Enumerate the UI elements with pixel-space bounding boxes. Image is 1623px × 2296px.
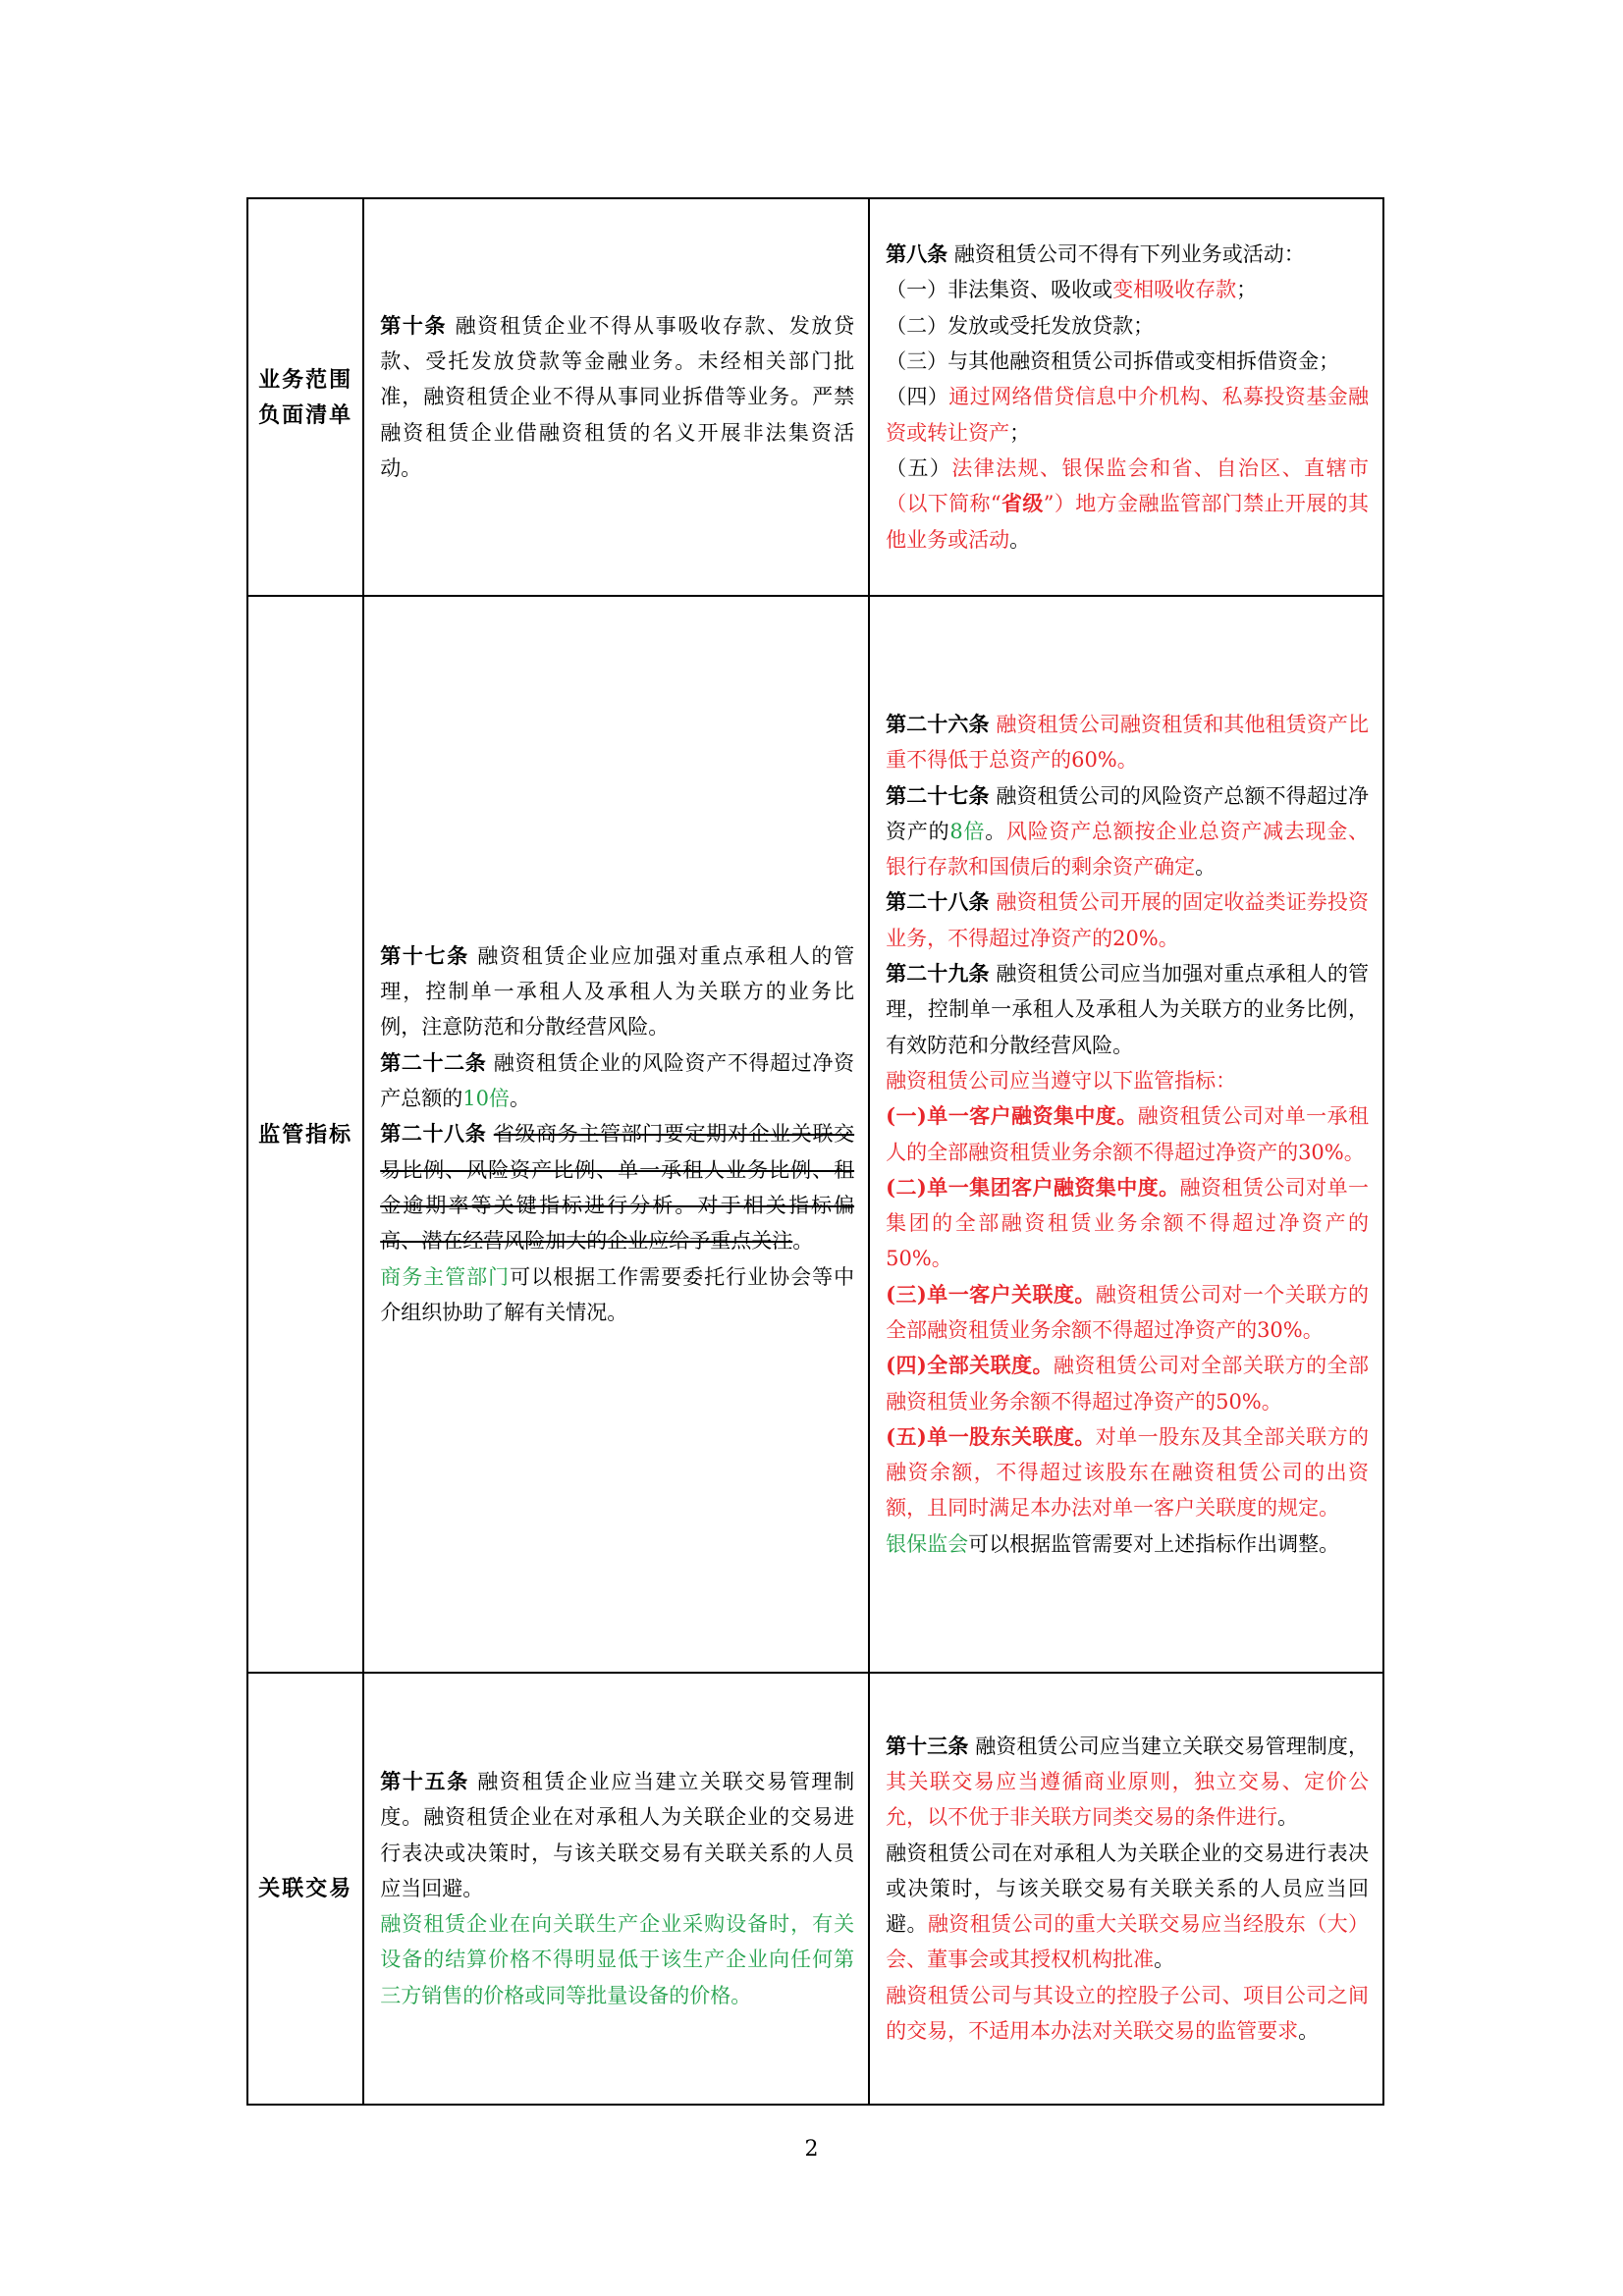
clause-text: 风险资产总额按企业总资产减去现金、银行存款和国债后的剩余资产确定: [886, 819, 1370, 880]
clause-heading: (四)全部关联度。: [886, 1353, 1054, 1378]
clause-paragraph: [886, 272, 1369, 307]
clause-paragraph: [886, 1170, 1369, 1277]
clause-text: 。: [792, 1229, 814, 1254]
clause-paragraph: [886, 1419, 1369, 1526]
clause-paragraph: [886, 778, 1369, 885]
clause-text: 。: [1277, 1805, 1299, 1830]
clause-paragraph: [886, 344, 1369, 379]
clause-paragraph: [886, 956, 1369, 1063]
clause-text: 融资租赁公司的风险资产总额不得超过净资产的: [886, 783, 1370, 843]
clause-text: 。: [509, 1087, 530, 1111]
clause-text: 商务主管部门: [380, 1264, 511, 1289]
clause-text: 。: [1298, 2019, 1320, 2044]
clause-text: 融资租赁企业不得从事吸收存款、发放贷款、受托发放贷款等金融业务。未经相关部门批准，融资租赁企业不得从事同业拆借等业务。严禁融资租赁企业借融资租赁的名义开展非法集资活动。: [380, 313, 855, 480]
clause-text: 融资租赁公司应当遵守以下监管指标：: [886, 1068, 1237, 1093]
clause-heading: 第二十七条: [886, 782, 990, 808]
clause-text: 融资租赁公司开展的固定收益类证券投资业务，不得超过净资产的20%。: [886, 890, 1370, 950]
old-regulation-cell: [363, 1673, 869, 2105]
clause-text: 融资租赁公司与其设立的控股子公司、项目公司之间的交易，不适用本办法对关联交易的监管要求: [886, 1983, 1369, 2044]
clause-paragraph: [886, 308, 1369, 344]
old-regulation-cell: [363, 198, 869, 596]
clause-text: 融资租赁公司对一个关联方的全部融资租赁业务余额不得超过净资产的30%。: [886, 1282, 1370, 1342]
clause-text: 银保监会: [886, 1531, 969, 1556]
clause-text: 融资租赁公司对全部关联方的全部融资租赁业务余额不得超过净资产的50%。: [886, 1354, 1370, 1414]
clause-heading: 第二十八条: [886, 889, 990, 915]
clause-text: 融资租赁企业的风险资产不得超过净资产总额的: [380, 1050, 855, 1111]
clause-paragraph: [886, 1098, 1369, 1170]
clause-text: [486, 1122, 493, 1146]
clause-text: 融资租赁公司对单一集团的全部融资租赁业务余额不得超过净资产的50%。: [886, 1175, 1370, 1271]
clause-heading: 第十条: [380, 312, 448, 338]
table-row: [247, 198, 1383, 596]
clause-heading: 第二十六条: [886, 711, 990, 736]
clause-text: 变相吸收存款: [1112, 278, 1237, 302]
clause-text: （五）: [886, 455, 952, 480]
clause-paragraph: [886, 451, 1369, 558]
clause-text: 。: [1009, 527, 1031, 552]
clause-text: 融资租赁公司对单一承租人的全部融资租赁业务余额不得超过净资产的30%。: [886, 1104, 1370, 1164]
clause-paragraph: [886, 1978, 1369, 2050]
clause-heading: (三)单一客户关联度。: [886, 1281, 1096, 1307]
old-regulation-cell: [363, 596, 869, 1673]
new-regulation-cell: [869, 596, 1383, 1673]
clause-paragraph: [886, 1063, 1369, 1098]
clause-heading: 第十七条: [380, 942, 469, 968]
clause-paragraph: [886, 1729, 1369, 1836]
clause-text: 可以根据工作需要委托行业协会等中介组织协助了解有关情况。: [380, 1264, 855, 1324]
clause-paragraph: [886, 1277, 1369, 1349]
page-number: 2: [804, 2137, 819, 2162]
clause-text: （三）与其他融资租赁公司拆借或变相拆借资金；: [886, 349, 1340, 374]
row-category: 业务范围负面清单: [247, 198, 363, 596]
clause-text: 融资租赁企业在向关联生产企业采购设备时，有关设备的结算价格不得明显低于该生产企业向任何第三方销售的价格或同等批量设备的价格。: [380, 1912, 855, 2007]
clause-paragraph: [380, 308, 854, 486]
clause-paragraph: [886, 237, 1369, 272]
clause-text: 对单一股东及其全部关联方的融资余额，不得超过该股东在融资租赁公司的出资额，且同时满足本办法对单一客户关联度的规定。: [886, 1424, 1370, 1521]
clause-text: 法律法规、银保监会和省、自治区、直辖市（以下简称“: [886, 455, 1370, 516]
clause-text: 。: [1195, 855, 1217, 880]
clause-text: 通过网络借贷信息中介机构、私募投资基金融资或转让资产: [886, 385, 1370, 445]
clause-heading: 第十三条: [886, 1733, 969, 1758]
clause-text: 。: [1154, 1948, 1175, 1972]
clause-heading: 第二十九条: [886, 961, 990, 987]
clause-paragraph: [886, 1836, 1369, 1978]
clause-text: ”）地方金融监管部门禁止开展的其他业务或活动: [886, 492, 1369, 552]
clause-paragraph: [380, 938, 854, 1045]
clause-text: 8倍: [949, 819, 986, 843]
clause-text: 融资租赁公司在对承租人为关联企业的交易进行表决或决策时，与该关联交易有关联关系的人员应当回避。: [886, 1841, 1369, 1937]
clause-paragraph: [380, 1764, 854, 1906]
row-category: 关联交易: [247, 1673, 363, 2105]
new-regulation-cell: [869, 198, 1383, 596]
clause-text: （二）发放或受托发放贷款；: [886, 313, 1155, 338]
clause-text: ；: [1236, 278, 1258, 302]
clause-paragraph: [886, 1526, 1369, 1562]
clause-text: 融资租赁公司应当加强对重点承租人的管理，控制单一承租人及承租人为关联方的业务比例，有效防范和分散经营风险。: [886, 962, 1370, 1057]
clause-paragraph: [380, 1906, 854, 2013]
clause-text: 融资租赁企业应加强对重点承租人的管理，控制单一承租人及承租人为关联方的业务比例，注意防范和分散经营风险。: [380, 943, 855, 1040]
clause-text: 可以根据监管需要对上述指标作出调整。: [968, 1531, 1340, 1556]
clause-heading: 第十五条: [380, 1768, 469, 1793]
clause-paragraph: [886, 1348, 1369, 1419]
clause-paragraph: [380, 1259, 854, 1331]
table-row: [247, 1673, 1383, 2105]
clause-heading: (二)单一集团客户融资集中度。: [886, 1174, 1180, 1200]
clause-heading: 省级: [1001, 491, 1044, 516]
clause-text: 融资租赁公司的重大关联交易应当经股东（大）会、董事会或其授权机构批准: [886, 1912, 1369, 1972]
clause-text: 10倍: [462, 1087, 510, 1111]
clause-text: 省级商务主管部门要定期对企业关联交易比例、风险资产比例、单一承租人业务比例、租金逾期率等关键指标进行分析。对于相关指标偏高、潜在经营风险加大的企业应给予重点关注: [380, 1122, 855, 1254]
clause-text: 融资租赁企业应当建立关联交易管理制度。融资租赁企业在对承租人为关联企业的交易进行表决或决策时，与该关联交易有关联关系的人员应当回避。: [380, 1769, 855, 1900]
table-row: [247, 596, 1383, 1673]
clause-text: （一）非法集资、吸收或: [886, 278, 1113, 302]
clause-text: 融资租赁公司融资租赁和其他租赁资产比重不得低于总资产的60%。: [886, 712, 1370, 773]
new-regulation-cell: [869, 1673, 1383, 2105]
clause-text: 融资租赁公司不得有下列业务或活动：: [947, 242, 1305, 267]
clause-text: 其关联交易应当遵循商业原则，独立交易、定价公允，以不优于非关联方同类交易的条件进行: [886, 1769, 1369, 1830]
clause-text: ；: [1009, 420, 1031, 445]
clause-heading: 第八条: [886, 241, 948, 267]
clause-paragraph: [886, 379, 1369, 451]
row-category: 监管指标: [247, 596, 363, 1673]
clause-text: 。: [985, 819, 1006, 843]
clause-heading: (一)单一客户融资集中度。: [886, 1103, 1138, 1129]
comparison-table: [246, 197, 1384, 2106]
clause-heading: 第二十八条: [380, 1121, 487, 1147]
clause-paragraph: [380, 1045, 854, 1117]
clause-heading: (五)单一股东关联度。: [886, 1423, 1096, 1449]
clause-paragraph: [886, 707, 1369, 778]
clause-text: 融资租赁公司应当建立关联交易管理制度，: [968, 1734, 1369, 1758]
clause-paragraph: [380, 1116, 854, 1258]
clause-text: （四）: [886, 385, 949, 409]
clause-paragraph: [886, 884, 1369, 956]
clause-heading: 第二十二条: [380, 1049, 487, 1075]
